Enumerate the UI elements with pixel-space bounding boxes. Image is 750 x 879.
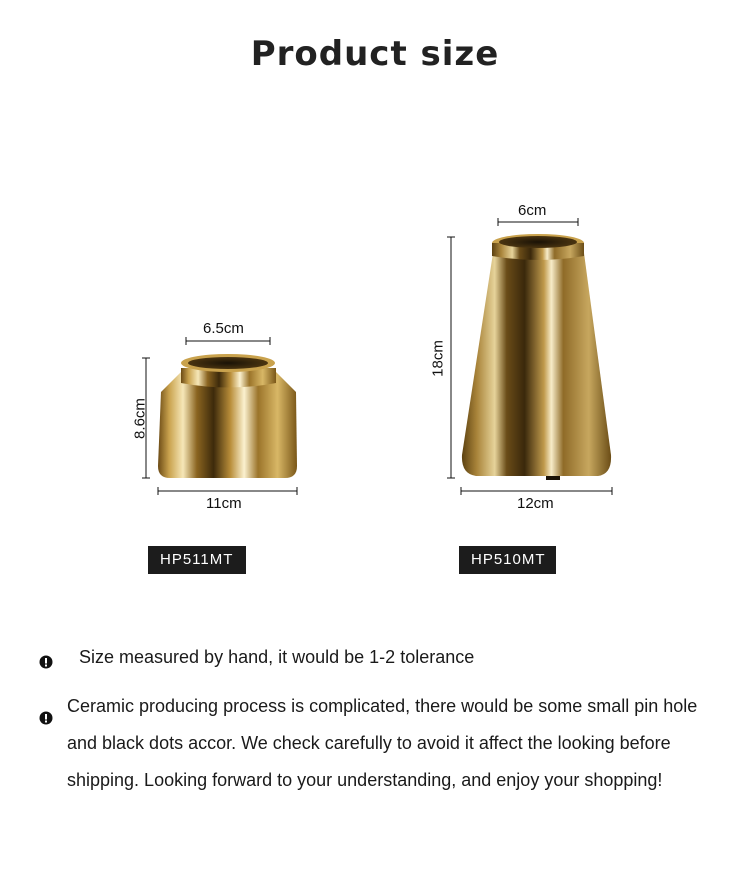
page-title: Product size — [250, 34, 500, 74]
small-width-dim: 11cm — [206, 495, 242, 512]
tall-width-dim: 12cm — [517, 495, 554, 512]
vase-tall — [462, 234, 611, 480]
model-label-tall: HP510MT — [459, 546, 556, 574]
model-label-small: HP511MT — [148, 546, 246, 574]
vase-small — [158, 354, 297, 478]
tall-mouth-dim: 6cm — [518, 202, 547, 219]
note-ceramic-process: Ceramic producing process is complicated, there would be some small pin hole and black dots accor. We check carefully to avoid it affect the looking before shipping. Looking forward to your understanding, and enjoy your shopping! — [67, 696, 698, 790]
note-tolerance: Size measured by hand, it would be 1-2 tolerance — [79, 647, 475, 667]
exclamation-circle-icon — [39, 655, 53, 669]
small-mouth-dim: 6.5cm — [203, 320, 244, 337]
tall-height-dim: 18cm — [429, 340, 447, 377]
exclamation-circle-icon — [39, 711, 53, 725]
small-height-dim: 8.6cm — [131, 398, 149, 439]
